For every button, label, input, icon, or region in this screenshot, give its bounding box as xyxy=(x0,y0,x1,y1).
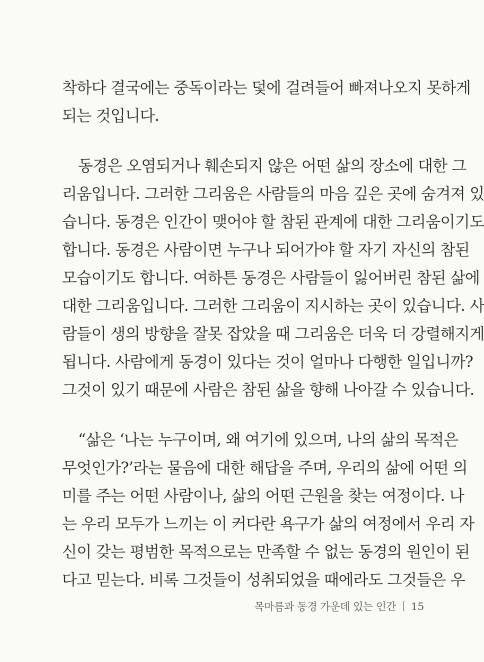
text-line: “삶은 ‘나는 누구이며, 왜 여기에 있으며, 나의 삶의 목적은 xyxy=(78,431,459,449)
text-line: 모습이기도 합니다. 여하튼 동경은 사람들이 잃어버린 참된 삶에 xyxy=(62,269,480,287)
footer-divider xyxy=(403,601,404,611)
text-line: 되는 것입니다. xyxy=(62,107,160,125)
text-line: 람들이 생의 방향을 잘못 잡았을 때 그리움은 더욱 더 강렬해지게 xyxy=(62,325,484,343)
page-number: 15 xyxy=(411,601,424,613)
text-line: 는 우리 모두가 느끼는 이 커다란 욕구가 삶의 여정에서 우리 자 xyxy=(62,515,475,533)
text-line: 무엇인가?’라는 물음에 대한 해답을 주며, 우리의 삶에 어떤 의 xyxy=(62,459,468,477)
text-line: 습니다. 동경은 인간이 맺어야 할 참된 관계에 대한 그리움이기도 xyxy=(62,213,484,231)
running-title: 목마름과 동경 가운데 있는 인간 xyxy=(254,601,397,613)
text-line: 대한 그리움입니다. 그러한 그리움이 지시하는 곳이 있습니다. 사 xyxy=(62,297,484,315)
text-line: 됩니다. 사람에게 동경이 있다는 것이 얼마나 다행한 일입니까? xyxy=(62,353,474,371)
text-line: 합니다. 동경은 사람이면 누구나 되어가야 할 자기 자신의 참된 xyxy=(62,241,470,259)
text-line: 리움입니다. 그러한 그리움은 사람들의 마음 깊은 곳에 숨겨져 있 xyxy=(62,185,484,203)
text-line: 착하다 결국에는 중독이라는 덫에 걸려들어 빠져나오지 못하게 xyxy=(62,79,471,97)
text-line: 미를 주는 어떤 사람이나, 삶의 어떤 근원을 찾는 여정이다. 나 xyxy=(62,487,465,505)
page-footer xyxy=(254,599,424,614)
text-line: 다고 믿는다. 비록 그것들이 성취되었을 때에라도 그것들은 우 xyxy=(62,571,466,589)
text-line: 그것이 있기 때문에 사람은 참된 삶을 향해 나아갈 수 있습니다. xyxy=(62,381,475,399)
text-line: 신이 갖는 평범한 목적으로는 만족할 수 없는 동경의 원인이 된 xyxy=(62,543,470,561)
text-line: 동경은 오염되거나 훼손되지 않은 어떤 삶의 장소에 대한 그 xyxy=(78,157,467,175)
